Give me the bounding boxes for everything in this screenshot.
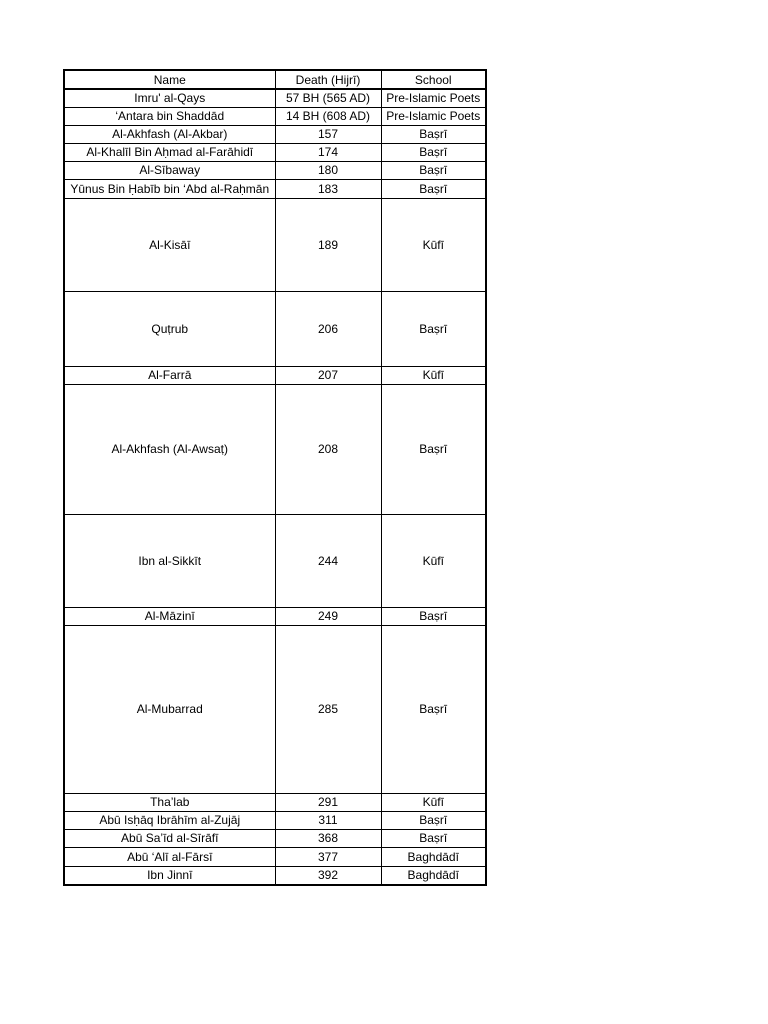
table-row — [64, 143, 486, 161]
cell-name: Al-Khalīl Bin Aḥmad al-Farāhidī — [64, 143, 275, 161]
cell-death: 285 — [275, 625, 381, 793]
table-row — [64, 811, 486, 829]
cell-name: Ibn al-Sikkīt — [64, 514, 275, 607]
cell-death: 291 — [275, 793, 381, 811]
table-row — [64, 625, 486, 793]
table-row — [64, 366, 486, 384]
cell-school: Kūfī — [381, 198, 486, 291]
cell-death: 180 — [275, 161, 381, 179]
cell-name: Al-Farrā — [64, 366, 275, 384]
cell-school: Baṣrī — [381, 179, 486, 198]
cell-death: 392 — [275, 866, 381, 885]
cell-death: 377 — [275, 847, 381, 866]
cell-name: Al-Mubarrad — [64, 625, 275, 793]
cell-death: 189 — [275, 198, 381, 291]
cell-school: Baṣrī — [381, 143, 486, 161]
table-row — [64, 607, 486, 625]
cell-school: Kūfī — [381, 366, 486, 384]
cell-name: Tha’lab — [64, 793, 275, 811]
table-row — [64, 829, 486, 847]
table-row — [64, 384, 486, 514]
cell-name: Al-Akhfash (Al-Awsaṭ) — [64, 384, 275, 514]
cell-death: 206 — [275, 291, 381, 366]
cell-death: 368 — [275, 829, 381, 847]
table-row — [64, 161, 486, 179]
cell-death: 249 — [275, 607, 381, 625]
cell-school: Baghdādī — [381, 847, 486, 866]
table-row — [64, 125, 486, 143]
cell-death: 157 — [275, 125, 381, 143]
cell-death: 183 — [275, 179, 381, 198]
cell-death: 311 — [275, 811, 381, 829]
cell-death: 207 — [275, 366, 381, 384]
table-row — [64, 514, 486, 607]
cell-school: Pre-Islamic Poets — [381, 107, 486, 125]
cell-name: Al-Sībaway — [64, 161, 275, 179]
cell-death: 14 BH (608 AD) — [275, 107, 381, 125]
cell-name: ‘Antara bin Shaddād — [64, 107, 275, 125]
cell-school: Baṣrī — [381, 291, 486, 366]
cell-school: Baṣrī — [381, 811, 486, 829]
cell-name: Al-Kisāī — [64, 198, 275, 291]
cell-school: Baghdādī — [381, 866, 486, 885]
cell-school: Baṣrī — [381, 161, 486, 179]
grammarians-table — [63, 69, 487, 886]
cell-school: Kūfī — [381, 793, 486, 811]
header-death: Death (Hijrī) — [275, 70, 381, 89]
grammarians-table-container — [63, 69, 485, 886]
cell-name: Abū Isḥāq Ibrāhīm al-Zujāj — [64, 811, 275, 829]
cell-name: Al-Akhfash (Al-Akbar) — [64, 125, 275, 143]
table-row — [64, 89, 486, 107]
cell-name: Yūnus Bin Ḥabīb bin ‘Abd al-Raḥmān — [64, 179, 275, 198]
header-school: School — [381, 70, 486, 89]
cell-school: Kūfī — [381, 514, 486, 607]
table-row — [64, 179, 486, 198]
cell-name: Al-Māzinī — [64, 607, 275, 625]
cell-school: Baṣrī — [381, 607, 486, 625]
cell-death: 208 — [275, 384, 381, 514]
table-row — [64, 866, 486, 885]
cell-name: Imru' al-Qays — [64, 89, 275, 107]
cell-death: 174 — [275, 143, 381, 161]
cell-school: Pre-Islamic Poets — [381, 89, 486, 107]
table-row — [64, 793, 486, 811]
cell-school: Baṣrī — [381, 829, 486, 847]
cell-name: Quṭrub — [64, 291, 275, 366]
table-row — [64, 291, 486, 366]
table-row — [64, 847, 486, 866]
cell-school: Baṣrī — [381, 625, 486, 793]
header-row — [64, 70, 486, 89]
cell-death: 244 — [275, 514, 381, 607]
cell-school: Baṣrī — [381, 125, 486, 143]
cell-name: Abū ‘Alī al-Fārsī — [64, 847, 275, 866]
cell-death: 57 BH (565 AD) — [275, 89, 381, 107]
table-row — [64, 107, 486, 125]
cell-school: Baṣrī — [381, 384, 486, 514]
cell-name: Ibn Jinnī — [64, 866, 275, 885]
cell-name: Abū Sa’īd al-Sīrāfī — [64, 829, 275, 847]
header-name: Name — [64, 70, 275, 89]
table-row — [64, 198, 486, 291]
